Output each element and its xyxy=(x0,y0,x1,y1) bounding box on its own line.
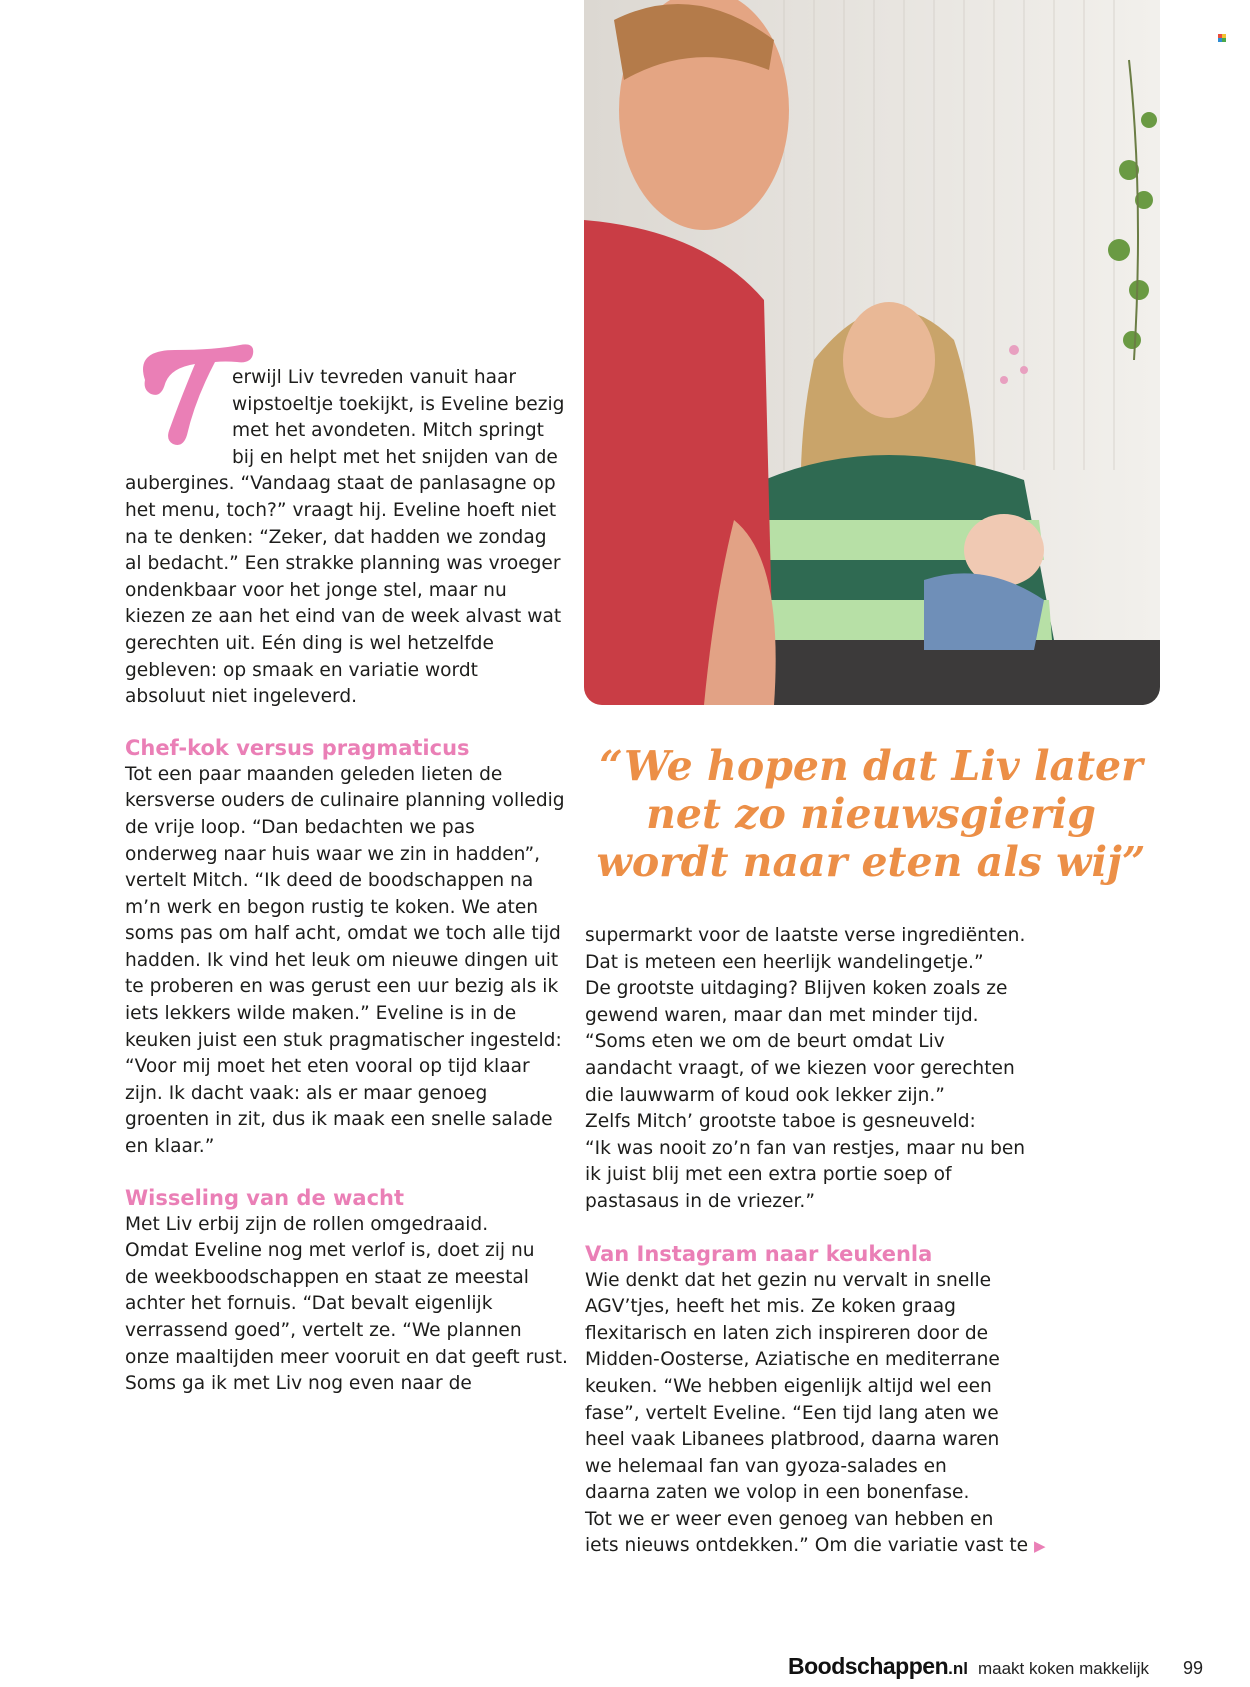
text-line: achter het fornuis. “Dat bevalt eigenlijk xyxy=(125,1293,493,1315)
text-line: vertelt Mitch. “Ik deed de boodschappen na xyxy=(125,870,534,892)
paragraph-chef xyxy=(125,762,565,1161)
text-line: fase”, vertelt Eveline. “Een tijd lang aten we xyxy=(585,1402,999,1424)
text-line: “Soms eten we om de beurt omdat Liv xyxy=(585,1031,945,1053)
text-line xyxy=(585,1533,1046,1560)
continue-arrow-icon: ▶ xyxy=(1034,1537,1046,1556)
paragraph-wissel xyxy=(125,1212,568,1398)
text-line: bij en helpt met het snijden van de xyxy=(232,446,558,468)
paragraph-instagram xyxy=(585,1268,1046,1561)
text-line: absoluut niet ingeleverd. xyxy=(125,686,358,708)
text-line: Dat is meteen een heerlijk wandelingetje.” xyxy=(585,951,984,973)
page-footer xyxy=(788,1653,1203,1680)
text-line: iets lekkers wilde maken.” Eveline is in de xyxy=(125,1003,517,1025)
section-heading-chef: Chef-kok versus pragmaticus xyxy=(125,735,470,760)
intro-paragraph xyxy=(125,365,565,711)
pull-quote xyxy=(586,742,1156,886)
text-line: Tot een paar maanden geleden lieten de xyxy=(125,763,503,785)
text-line: met het avondeten. Mitch springt xyxy=(232,420,544,442)
text-line: wipstoeltje toekijkt, is Eveline bezig xyxy=(232,393,565,415)
text-line: onderweg naar huis waar we zin in hadden”, xyxy=(125,843,540,865)
paragraph-continued xyxy=(585,923,1035,1216)
text-line: de vrije loop. “Dan bedachten we pas xyxy=(125,816,475,838)
text-line: de weekboodschappen en staat ze meestal xyxy=(125,1266,529,1288)
text-line: we helemaal fan van gyoza-salades en xyxy=(585,1455,947,1477)
text-line: kersverse ouders de culinaire planning volledig xyxy=(125,790,565,812)
text-line: supermarkt voor de laatste verse ingrediënten. xyxy=(585,925,1026,946)
text-line: Met Liv erbij zijn de rollen omgedraaid. xyxy=(125,1213,489,1235)
text-line: aandacht vraagt, of we kiezen voor gerechten xyxy=(585,1057,1015,1079)
brand-tagline: maakt koken makkelijk xyxy=(977,1659,1149,1678)
text-line: ik juist blij met een extra portie soep of xyxy=(585,1164,952,1186)
text-line: aubergines. “Vandaag staat de panlasagne op xyxy=(125,473,556,495)
quote-line: wordt naar eten als wij” xyxy=(596,838,1146,886)
article-column-left xyxy=(125,365,568,1398)
color-mark-icon xyxy=(1218,34,1226,42)
text-line: heel vaak Libanees platbrood, daarna waren xyxy=(585,1429,1000,1451)
section-heading-instagram: Van Instagram naar keukenla xyxy=(585,1241,933,1266)
text-line: Tot we er weer even genoeg van hebben en xyxy=(585,1508,994,1530)
text-line: Midden-Oosterse, Aziatische en mediterrane xyxy=(585,1349,1000,1371)
last-line-text: iets nieuws ontdekken.” Om die variatie vast te xyxy=(585,1535,1029,1557)
section-heading-wissel: Wisseling van de wacht xyxy=(125,1185,405,1210)
text-line: Wie denkt dat het gezin nu vervalt in snelle xyxy=(585,1269,992,1291)
text-line: ondenkbaar voor het jonge stel, maar nu xyxy=(125,579,507,601)
text-line: pastasaus in de vriezer.” xyxy=(585,1190,815,1212)
photo-family-kitchen xyxy=(584,0,1160,705)
text-line: gerechten uit. Eén ding is wel hetzelfde xyxy=(125,632,494,654)
text-line: keuken. “We hebben eigenlijk altijd wel een xyxy=(585,1375,992,1397)
text-line: gewend waren, maar dan met minder tijd. xyxy=(585,1004,979,1026)
text-line: gebleven: op smaak en variatie wordt xyxy=(125,659,478,681)
article-column-right xyxy=(585,923,1046,1560)
text-line: verrassend goed”, vertelt ze. “We plannen xyxy=(125,1320,522,1341)
text-line: “Ik was nooit zo’n fan van restjes, maar nu ben xyxy=(585,1137,1026,1159)
text-line: na te denken: “Zeker, dat hadden we zondag xyxy=(125,526,547,548)
text-line: Soms ga ik met Liv nog even naar de xyxy=(125,1373,472,1395)
text-line: Omdat Eveline nog met verlof is, doet zij nu xyxy=(125,1240,535,1262)
text-line: het menu, toch?” vraagt hij. Eveline hoeft niet xyxy=(125,499,557,521)
text-line: AGV’tjes, heeft het mis. Ze koken graag xyxy=(585,1296,956,1318)
text-line: m’n werk en begon rustig te koken. We aten xyxy=(125,896,539,918)
text-line: flexitarisch en laten zich inspireren door de xyxy=(585,1322,989,1344)
text-line: Zelfs Mitch’ grootste taboe is gesneuveld: xyxy=(585,1111,976,1133)
text-line: onze maaltijden meer vooruit en dat geeft rust. xyxy=(125,1346,568,1368)
text-line: keuken juist een stuk pragmatischer ingesteld: xyxy=(125,1029,562,1051)
brand-logo: Boodschappen xyxy=(788,1653,949,1679)
text-line: “Voor mij moet het eten vooral op tijd klaar xyxy=(125,1056,530,1078)
text-line: daarna zaten we volop in een bonenfase. xyxy=(585,1482,970,1504)
text-line: die lauwwarm of koud ook lekker zijn.” xyxy=(585,1084,945,1106)
text-line: erwijl Liv tevreden vanuit haar xyxy=(232,367,517,388)
page-number: 99 xyxy=(1182,1658,1204,1678)
text-line: te proberen en was gerust een uur bezig als ik xyxy=(125,976,559,998)
text-line: soms pas om half acht, omdat we toch alle tijd xyxy=(125,923,561,945)
text-line: al bedacht.” Een strakke planning was vroeger xyxy=(125,553,561,575)
text-line: hadden. Ik vind het leuk om nieuwe dingen uit xyxy=(125,949,559,971)
quote-line: net zo nieuwsgierig xyxy=(646,790,1096,838)
text-line: groenten in zit, dus ik maak een snelle salade xyxy=(125,1109,553,1131)
brand-logo-suffix: .nl xyxy=(948,1659,968,1678)
text-line: zijn. Ik dacht vaak: als er maar genoeg xyxy=(125,1082,488,1104)
text-line: De grootste uitdaging? Blijven koken zoals ze xyxy=(585,978,1008,1000)
quote-line: “We hopen dat Liv later xyxy=(599,742,1143,790)
text-line: en klaar.” xyxy=(125,1136,215,1158)
text-line: kiezen ze aan het eind van de week alvast wat xyxy=(125,606,562,628)
